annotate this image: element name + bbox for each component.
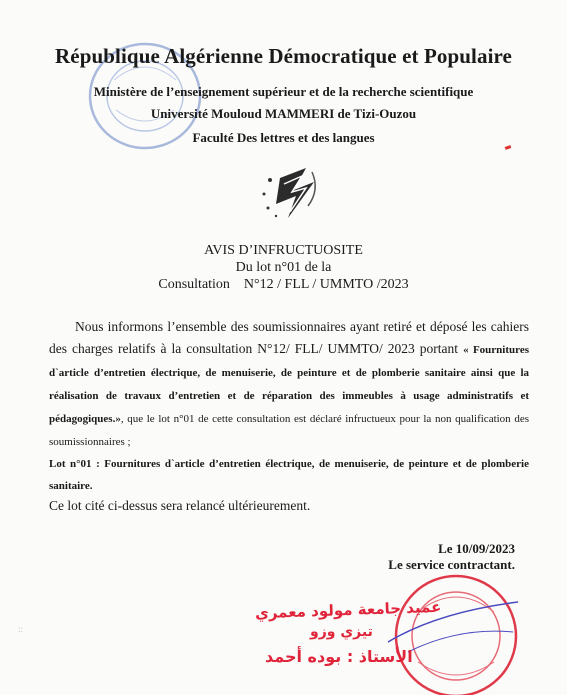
notice-lot-line: Du lot n°01 de la xyxy=(235,260,332,275)
paragraph-subject: « Fournitures d`article d’entretien électrique, de menuiserie, de peinture et de plomberie sanitaire ainsi que la réalisation de travaux d’entretien et de réparation des immeubles à usage administratifs et pédagogiques.» xyxy=(49,344,529,425)
header-university: Université Mouloud MAMMERI de Tizi-Ouzou xyxy=(150,106,417,121)
notice-title: AVIS D’INFRUCTUOSITE xyxy=(204,243,363,258)
signature-line-2: تيزي وزو xyxy=(310,624,373,640)
notice-date: Le 10/09/2023 xyxy=(438,541,515,556)
signature-line-1: عميد جامعة مولود معمري xyxy=(254,597,442,623)
paragraph-outro: , que le lot n°01 de cette consultation est déclaré infructueux pour la non qualification des soumissionnaires ; xyxy=(49,413,529,448)
notice-paragraph xyxy=(49,316,529,453)
margin-mark-icon: :: xyxy=(18,624,24,634)
signature-line-3: الأستاذ : بوده أحمد xyxy=(265,647,413,666)
contracting-service: Le service contractant. xyxy=(388,557,515,572)
university-logo-icon xyxy=(258,160,324,226)
header-faculty: Faculté Des lettres et des langues xyxy=(192,130,375,145)
lot-label: Lot n°01 : xyxy=(49,458,100,470)
lot-text: Fournitures d`article d’entretien électrique, de menuiserie, de peinture et de plomberie sanitaire. xyxy=(49,458,529,492)
paragraph-intro: Nous informons l’ensemble des soumissionnaires ayant retiré et déposé les cahiers des charges relatifs à la consultation N°12/ FLL/ UMMTO/ 2023 portant xyxy=(49,319,529,356)
official-stamp-icon xyxy=(378,572,528,695)
relance-statement: Ce lot cité ci-dessus sera relancé ultérieurement. xyxy=(49,498,311,513)
header-republic: République Algérienne Démocratique et Populaire xyxy=(55,44,512,68)
header-ministry: Ministère de l’enseignement supérieur et de la recherche scientifique xyxy=(93,84,474,99)
lot-statement xyxy=(49,453,529,497)
red-mark-icon xyxy=(505,145,512,150)
notice-consultation-line: Consultation N°12 / FLL / UMMTO /2023 xyxy=(158,277,409,292)
